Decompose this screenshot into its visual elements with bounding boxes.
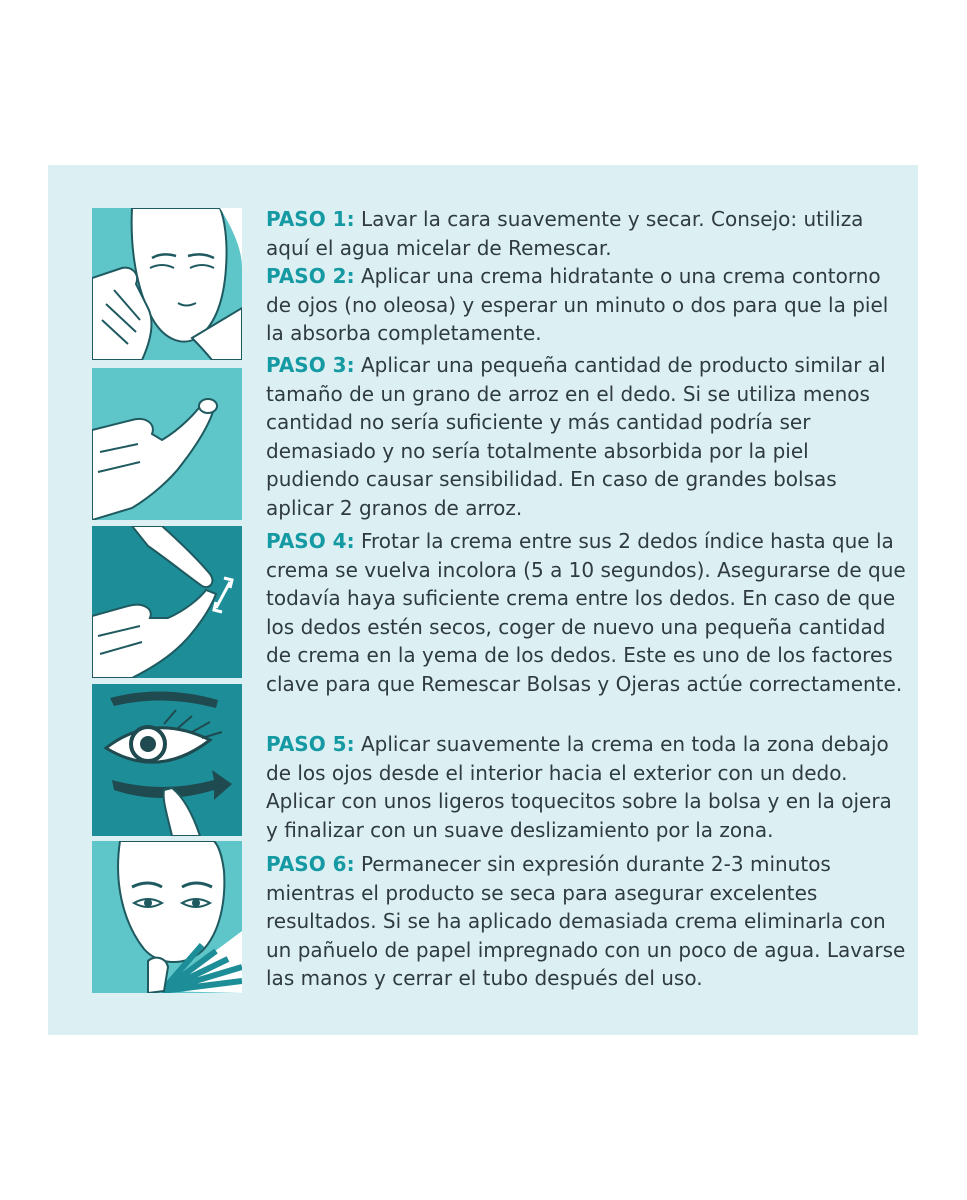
step-3-text: Aplicar una pequeña cantidad de producto similar al tamaño de un grano de arroz en el dedo. Si se utiliza menos cantidad no sería suficiente y más cantidad podría ser demasiado y no sería totalmente absorbida por la piel pudiendo causar sensibilidad. En caso de grandes bolsas aplicar 2 granos de arroz. (266, 353, 886, 520)
eye-application-illustration (92, 684, 242, 836)
step-2-label: PASO 2: (266, 264, 355, 288)
step-1-label: PASO 1: (266, 207, 355, 231)
finger-with-cream-illustration (92, 368, 242, 520)
step-5-text: Aplicar suavemente la crema en toda la zona debajo de los ojos desde el interior hacia el exterior con un dedo. Aplicar con unos ligeros toquecitos sobre la bolsa y en la ojera y finalizar con un suave deslizamiento por la zona. (266, 732, 892, 842)
step-1 (266, 205, 906, 262)
step-6-label: PASO 6: (266, 852, 355, 876)
face-with-fan-illustration (92, 841, 242, 993)
fingers-rubbing-cream-illustration (92, 526, 242, 678)
step-3 (266, 351, 906, 523)
instructions-panel (48, 165, 918, 1035)
step-4 (266, 527, 906, 699)
step-2 (266, 262, 906, 348)
step-5 (266, 730, 906, 844)
step-3-label: PASO 3: (266, 353, 355, 377)
step-2-text: Aplicar una crema hidratante o una crema contorno de ojos (no oleosa) y esperar un minuto o dos para que la piel la absorba completamente. (266, 264, 889, 346)
step-5-label: PASO 5: (266, 732, 355, 756)
face-touching-cheek-illustration (92, 208, 242, 360)
step-6 (266, 850, 906, 993)
step-6-text: Permanecer sin expresión durante 2-3 minutos mientras el producto se seca para asegurar excelentes resultados. Si se ha aplicado demasiada crema eliminarla con un pañuelo de papel impregnado con un poco de agua. Lavarse las manos y cerrar el tubo después del uso. (266, 852, 906, 991)
step-4-text: Frotar la crema entre sus 2 dedos índice hasta que la crema se vuelva incolora (5 a 10 segundos). Asegurarse de que todavía haya suficiente crema entre los dedos. En caso de que los dedos estén secos, coger de nuevo una pequeña cantidad de crema en la yema de los dedos. Este es uno de los factores clave para que Remescar Bolsas y Ojeras actúe correctamente. (266, 529, 906, 696)
step-4-label: PASO 4: (266, 529, 355, 553)
step-1-text: Lavar la cara suavemente y secar. Consejo: utiliza aquí el agua micelar de Remescar. (266, 207, 864, 260)
